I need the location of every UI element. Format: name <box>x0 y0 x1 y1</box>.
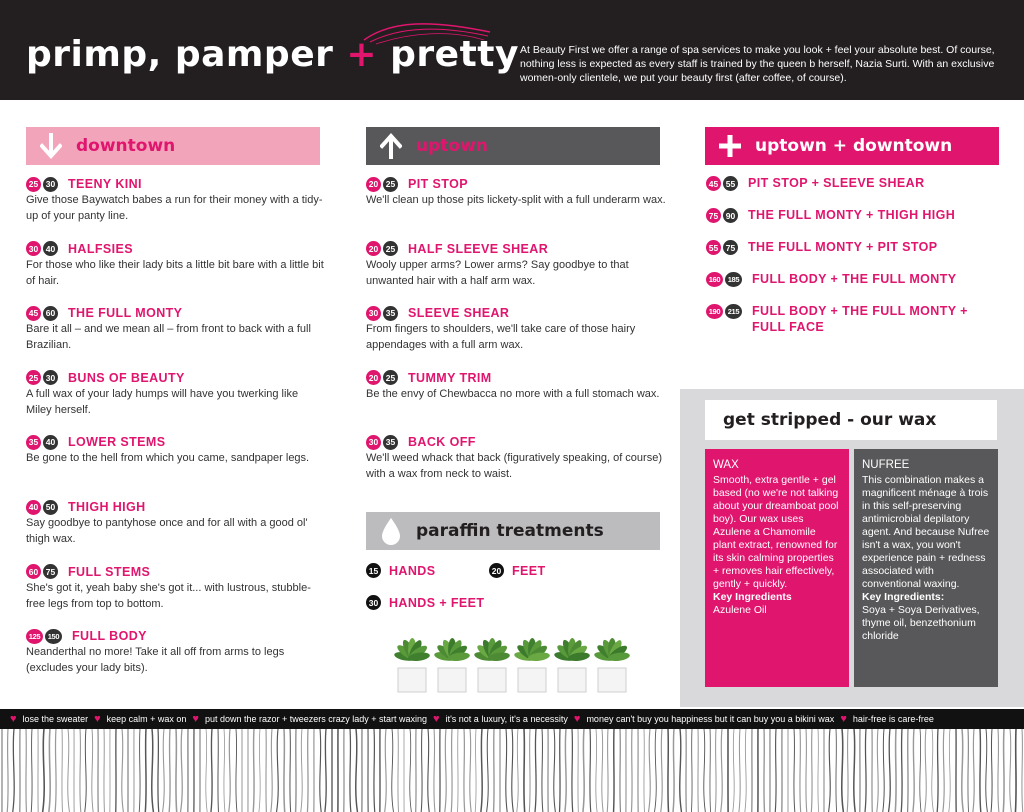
service-header <box>26 241 326 257</box>
service-description: Be the envy of Chewbacca no more with a full stomach wax. <box>366 387 660 400</box>
heart-icon: ♥ <box>192 713 199 725</box>
nufree-key-value: Soya + Soya Derivatives, thyme oil, benzethonium chloride <box>862 604 980 642</box>
combo-item <box>706 272 1006 287</box>
uptown-title: uptown <box>416 136 488 156</box>
service-item <box>26 176 326 224</box>
wax-key-value: Azulene Oil <box>713 604 767 616</box>
service-header <box>26 370 326 386</box>
nufree-body: This combination makes a magnificent ménage à trois in this self-preserving antimicrobial depilatory agent. And because Nufree isn't a wax, you won't experience pain + redness associated with conventional waxing. <box>862 474 990 590</box>
price-badge-second: 75 <box>723 240 738 255</box>
service-name: HALF SLEEVE SHEAR <box>408 241 549 256</box>
service-name: BUNS OF BEAUTY <box>68 370 185 385</box>
service-description: We'll clean up those pits lickety-split with a full underarm wax. <box>366 194 666 206</box>
service-name: FULL STEMS <box>68 564 151 579</box>
price-badge-second: 50 <box>43 500 58 515</box>
service-header <box>366 176 666 192</box>
price-badge-first: 20 <box>366 370 381 385</box>
price-badge-second: 75 <box>43 564 58 579</box>
service-description: Be gone to the hell from which you came, sandpaper legs. <box>26 452 310 465</box>
page-header <box>0 0 1024 100</box>
slogan-text: it's not a luxury, it's a necessity <box>445 714 568 724</box>
service-header <box>26 176 326 192</box>
combos-heading-bar <box>705 127 999 165</box>
heart-icon: ♥ <box>840 713 847 725</box>
paraffin-heading-bar <box>366 512 660 550</box>
price-badge-second: 215 <box>725 304 742 319</box>
price-badge: 20 <box>489 563 504 578</box>
price-badge-second: 30 <box>43 177 58 192</box>
paraffin-title: paraffin treatments <box>416 521 604 541</box>
paraffin-name: FEET <box>512 563 546 578</box>
heart-icon: ♥ <box>433 713 440 725</box>
price-badge-second: 30 <box>43 370 58 385</box>
slogan-text: money can't buy you happiness but it can buy you a bikini wax <box>586 714 835 724</box>
slogan-text: keep calm + wax on <box>106 714 187 724</box>
slogan-text: put down the razor + tweezers crazy lady + start waxing <box>204 714 428 724</box>
paraffin-name: HANDS <box>389 563 436 578</box>
price-badge-first: 25 <box>26 370 41 385</box>
slogan-strip <box>0 709 1024 729</box>
paraffin-item <box>366 595 484 610</box>
service-header <box>366 434 666 450</box>
price-badge-first: 20 <box>366 177 381 192</box>
price-badge-first: 75 <box>706 208 721 223</box>
price-badge-second: 55 <box>723 176 738 191</box>
service-item <box>366 305 666 353</box>
wax-card <box>705 449 849 687</box>
heart-icon: ♥ <box>10 713 17 725</box>
price-badge-second: 40 <box>43 241 58 256</box>
service-item <box>366 176 666 208</box>
service-name: PIT STOP <box>408 177 468 191</box>
price-badge-first: 60 <box>26 564 41 579</box>
service-item <box>26 564 326 612</box>
arrow-down-icon <box>26 127 76 165</box>
service-description: Say goodbye to pantyhose once and for all with a good ol' thigh wax. <box>26 517 308 545</box>
service-item <box>366 370 666 402</box>
price-badge-second: 60 <box>43 306 58 321</box>
service-name: LOWER STEMS <box>68 435 166 450</box>
service-name: BACK OFF <box>408 435 476 450</box>
price-badge-first: 30 <box>366 306 381 321</box>
price-badge-second: 185 <box>725 272 742 287</box>
price-badge-second: 90 <box>723 208 738 223</box>
price-badge-second: 35 <box>383 435 398 450</box>
service-item <box>366 434 666 482</box>
price-badge-second: 150 <box>45 629 62 644</box>
service-name: TEENY KINI <box>68 177 142 191</box>
droplet-icon <box>366 512 416 550</box>
wax-key-label: Key Ingredients <box>713 591 792 603</box>
service-item <box>366 241 666 289</box>
service-description: For those who like their lady bits a little bit bare with a little bit of hair. <box>26 258 324 287</box>
downtown-title: downtown <box>76 136 176 156</box>
combos-title: uptown + downtown <box>755 136 953 156</box>
nufree-heading: NUFREE <box>862 459 910 471</box>
service-name: TUMMY TRIM <box>408 370 492 385</box>
service-name: THIGH HIGH <box>68 500 146 514</box>
service-header <box>366 305 666 321</box>
price-badge-first: 45 <box>706 176 721 191</box>
service-description: Bare it all – and we mean all – from front to back with a full Brazilian. <box>26 323 311 352</box>
service-header <box>26 434 326 450</box>
service-header <box>26 305 326 321</box>
price-badge-first: 160 <box>706 272 723 287</box>
price-badge-first: 190 <box>706 304 723 319</box>
paraffin-name: HANDS + FEET <box>389 595 485 610</box>
downtown-heading-bar <box>26 127 320 165</box>
price-badge-second: 25 <box>383 241 398 256</box>
plus-icon <box>705 127 755 165</box>
service-name: HALFSIES <box>68 241 134 256</box>
uptown-heading-bar <box>366 127 660 165</box>
service-item <box>26 499 326 547</box>
price-badge-second: 40 <box>43 435 58 450</box>
service-header <box>26 628 326 644</box>
price-badge-first: 35 <box>26 435 41 450</box>
price-badge-first: 20 <box>366 241 381 256</box>
service-item <box>26 370 326 418</box>
wax-info-title: get stripped - our wax <box>705 400 997 440</box>
service-header <box>26 499 326 515</box>
service-item <box>26 628 326 676</box>
price-badge: 30 <box>366 595 381 610</box>
wax-body: Smooth, extra gentle + gel based (no we're not talking about your dreamboat pool boy). Our wax uses Azulene a Chamomile plant extract, renowned for its skin calming properties + removes hair effectively, gently + quickly. <box>713 474 839 590</box>
service-description: Wooly upper arms? Lower arms? Say goodbye to that unwanted hair with a half arm wax. <box>366 258 629 287</box>
service-description: Neanderthal no more! Take it all off from arms to legs (excludes your lady bits). <box>26 646 285 675</box>
arrow-up-icon <box>366 127 416 165</box>
combo-name: PIT STOP + SLEEVE SHEAR <box>748 176 925 190</box>
wax-heading: WAX <box>713 459 739 471</box>
heart-icon: ♥ <box>94 713 101 725</box>
heart-icon: ♥ <box>573 713 581 725</box>
service-item <box>26 434 326 466</box>
price-badge-second: 35 <box>383 306 398 321</box>
title-plus: + <box>346 34 378 75</box>
paraffin-item <box>489 563 546 578</box>
nufree-key-label: Key Ingredients: <box>862 591 945 603</box>
service-name: FULL BODY <box>72 629 147 644</box>
price-badge-first: 30 <box>26 241 41 256</box>
service-description: She's got it, yeah baby she's got it... with lustrous, stubble-free legs from top to bottom. <box>26 581 311 610</box>
combo-item <box>706 208 1006 223</box>
price-badge-first: 125 <box>26 629 43 644</box>
service-description: Give those Baywatch babes a run for their money with a tidy-up of your panty line. <box>26 194 323 222</box>
service-header <box>26 564 326 580</box>
combo-name: FULL BODY + THE FULL MONTY + FULL FACE <box>752 304 968 334</box>
combo-name: FULL BODY + THE FULL MONTY <box>752 272 957 286</box>
price-badge-first: 45 <box>26 306 41 321</box>
hair-pattern-decoration <box>0 729 1024 812</box>
service-name: THE FULL MONTY <box>68 306 183 321</box>
price-badge-second: 25 <box>383 370 398 385</box>
service-description: A full wax of your lady humps will have you twerking like Miley herself. <box>26 387 299 416</box>
combo-item <box>706 240 1006 255</box>
nufree-card <box>854 449 998 687</box>
intro-text: At Beauty First we offer a range of spa services to make you look + feel your absolute best. Of course, nothing less is expected as every staff is trained by the queen b herself, Nazia Surti. With an exclusive women-only clientele, we put your beauty first (after coffee, of course). <box>520 44 995 84</box>
succulent-plants-image <box>392 628 632 696</box>
combo-name: THE FULL MONTY + PIT STOP <box>748 240 938 254</box>
page-title: primp, pamper + pretty <box>26 34 519 75</box>
combo-name: THE FULL MONTY + THIGH HIGH <box>748 208 956 222</box>
price-badge-first: 40 <box>26 500 41 515</box>
slogan-text: hair-free is care-free <box>852 714 934 724</box>
paraffin-item <box>366 563 435 578</box>
service-name: SLEEVE SHEAR <box>408 306 510 321</box>
price-badge-first: 30 <box>366 435 381 450</box>
price-badge: 15 <box>366 563 381 578</box>
service-description: We'll weed whack that back (figuratively speaking, of course) with a wax from neck to waist. <box>366 452 662 481</box>
combo-item <box>706 304 1006 335</box>
service-item <box>26 241 326 289</box>
service-item <box>26 305 326 353</box>
slogan-text: lose the sweater <box>22 714 89 724</box>
price-badge-first: 25 <box>26 177 41 192</box>
price-badge-second: 25 <box>383 177 398 192</box>
service-header <box>366 370 666 386</box>
price-badge-first: 55 <box>706 240 721 255</box>
service-header <box>366 241 666 257</box>
service-description: From fingers to shoulders, we'll take care of those hairy appendages with a full arm wax. <box>366 323 636 352</box>
combo-item <box>706 176 1006 191</box>
